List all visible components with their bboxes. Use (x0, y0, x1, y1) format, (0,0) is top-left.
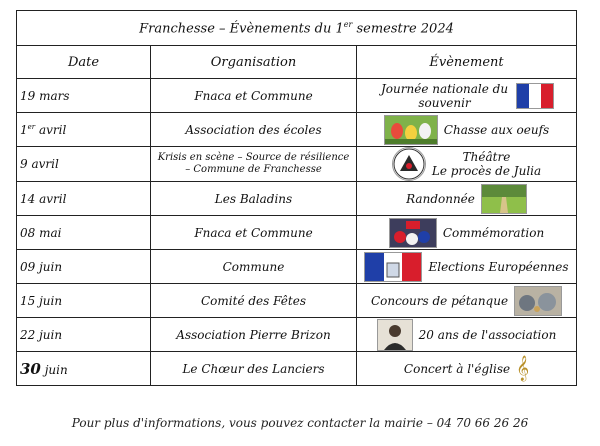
organisation-cell: Comité des Fêtes (151, 284, 357, 318)
date-cell (17, 113, 151, 147)
table-row (17, 352, 577, 386)
easter-eggs-icon (384, 115, 438, 145)
date-cell: 9 avril (17, 147, 151, 182)
event-label: Randonnée (406, 191, 475, 206)
title-sup: er (343, 19, 353, 29)
event-cell (357, 113, 577, 147)
date-cell: 08 mai (17, 216, 151, 250)
contact-footer: Pour plus d'informations, vous pouvez contacter la mairie – 04 70 66 26 26 (71, 416, 529, 430)
event-cell (357, 318, 577, 352)
forest-path-icon (481, 184, 527, 214)
event-cell (357, 352, 577, 386)
table-row (17, 182, 577, 216)
date-cell: 09 juin (17, 250, 151, 284)
event-cell (357, 284, 577, 318)
table-row (17, 250, 577, 284)
organisation-cell: Commune (151, 250, 357, 284)
event-label: Elections Européennes (428, 259, 569, 274)
date-sup: er (27, 122, 36, 131)
title-rest: semestre 2024 (352, 21, 454, 37)
event-line-2: Le procès de Julia (431, 164, 542, 178)
organisation-cell: Association des écoles (151, 113, 357, 147)
ballot-box-icon (364, 252, 422, 282)
event-line-1: Théâtre (462, 150, 511, 164)
petanque-balls-icon (514, 286, 562, 316)
theatre-logo-icon (392, 147, 426, 181)
table-row (17, 113, 577, 147)
flowers-flag-icon (389, 218, 437, 248)
header-event: Évènement (357, 46, 577, 79)
date-cell (17, 352, 151, 386)
table-row (17, 147, 577, 182)
date-first: 1 (20, 122, 28, 137)
title-main: Franchesse – Évènements du 1 (139, 21, 344, 37)
organisation-cell: Association Pierre Brizon (151, 318, 357, 352)
table-row (17, 284, 577, 318)
table-title (17, 11, 577, 46)
table-row (17, 216, 577, 250)
event-cell (357, 147, 577, 182)
event-label: 20 ans de l'association (418, 327, 557, 342)
event-label: Concert à l'église (403, 361, 511, 376)
organisation-cell: Fnaca et Commune (151, 216, 357, 250)
event-label: Commémoration (442, 225, 545, 240)
organisation-cell: Krisis en scène – Source de résilience – Commune de Franchesse (151, 147, 357, 182)
event-cell (357, 250, 577, 284)
date-cell: 22 juin (17, 318, 151, 352)
event-cell (357, 79, 577, 113)
event-cell (357, 182, 577, 216)
portrait-icon (377, 319, 413, 351)
event-label: Concours de pétanque (370, 293, 509, 308)
organisation-cell: Les Baladins (151, 182, 357, 216)
date-rest: juin (40, 362, 68, 377)
date-cell: 15 juin (17, 284, 151, 318)
header-organisation: Organisation (151, 46, 357, 79)
organisation-cell: Le Chœur des Lanciers (151, 352, 357, 386)
table-row (17, 79, 577, 113)
date-big: 30 (20, 359, 41, 378)
table-row (17, 318, 577, 352)
date-rest: avril (35, 122, 67, 137)
date-cell: 19 mars (17, 79, 151, 113)
header-date: Date (17, 46, 151, 79)
treble-clef-icon: 𝄞 (516, 356, 530, 381)
event-cell (357, 216, 577, 250)
events-table (16, 10, 577, 386)
organisation-cell: Fnaca et Commune (151, 79, 357, 113)
french-flag-icon (516, 83, 554, 109)
date-cell: 14 avril (17, 182, 151, 216)
event-label: Chasse aux oeufs (443, 122, 550, 137)
event-text (432, 150, 541, 178)
event-label: Journée nationale du souvenir (380, 81, 509, 110)
